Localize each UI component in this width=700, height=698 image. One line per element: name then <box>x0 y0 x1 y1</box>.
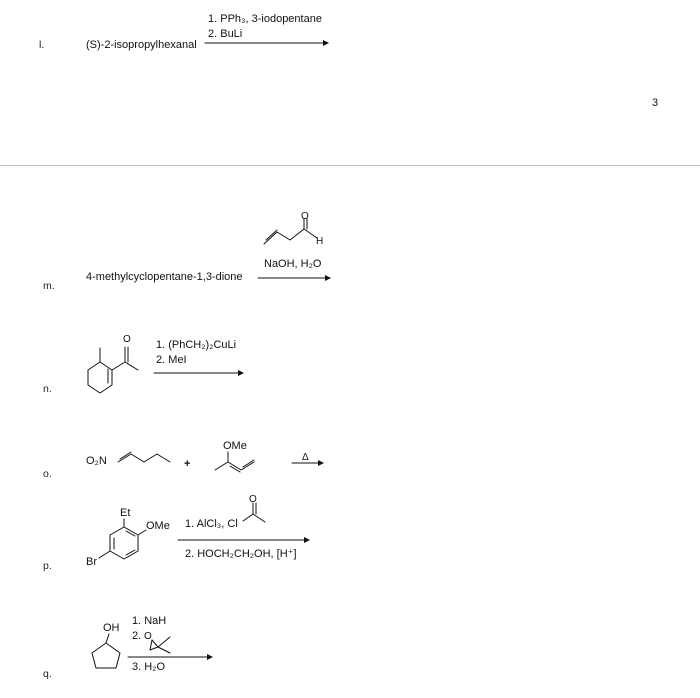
oh-label-q: OH <box>103 622 120 634</box>
ome-label-o: OMe <box>223 440 247 452</box>
reagent-step1-l: 1. PPh₃, 3-iodopentane <box>208 13 322 25</box>
cyclohexenyl-ketone-structure <box>88 347 138 393</box>
reagent-step1-n: 1. (PhCH₂)₂CuLi <box>156 339 237 351</box>
ome-label-p: OMe <box>146 520 170 532</box>
epoxide-o-q: O <box>144 631 152 642</box>
problem-label-q: q. <box>43 668 52 680</box>
problem-label-l: l. <box>39 39 45 51</box>
reagent-step2-n: 2. MeI <box>156 354 187 366</box>
nitro-label-o: O₂N <box>86 455 107 467</box>
conditions-m: NaOH, H₂O <box>264 258 322 270</box>
substrate-name-m: 4-methylcyclopentane-1,3-dione <box>86 271 243 283</box>
methoxy-diene-structure <box>215 452 254 472</box>
problem-label-n: n. <box>43 383 52 395</box>
crotonaldehyde-structure <box>264 219 317 244</box>
reagent-step2-l: 2. BuLi <box>208 28 243 40</box>
cyclopentanol-structure <box>92 634 120 668</box>
reagent-step2-p: 2. HOCH₂CH₂OH, [H⁺] <box>185 548 297 560</box>
reagent-step1-p: 1. AlCl₃, Cl <box>185 518 238 530</box>
reagent-step3-q: 3. H₂O <box>132 661 165 673</box>
nitroalkene-structure <box>118 452 170 462</box>
reagent-step1-q: 1. NaH <box>132 615 167 627</box>
reagent-o-m: O <box>301 211 309 222</box>
heat-symbol-o: Δ <box>302 452 309 463</box>
acyl-o-p: O <box>249 494 257 505</box>
problem-label-o: o. <box>43 468 52 480</box>
acetyl-chloride-structure <box>243 503 265 522</box>
et-label-p: Et <box>120 507 131 519</box>
epoxide-structure <box>150 637 170 653</box>
reagent-step2-q: 2. <box>132 630 142 642</box>
page-number: 3 <box>652 97 659 109</box>
problem-label-p: p. <box>43 560 52 572</box>
plus-sign-o: + <box>184 458 191 470</box>
reagent-h-m: H <box>316 236 324 247</box>
problem-label-m: m. <box>43 280 55 292</box>
bromo-arene-structure <box>99 519 146 559</box>
br-label-p: Br <box>86 556 97 568</box>
substrate-name-l: (S)-2-isopropylhexanal <box>86 39 197 51</box>
ketone-o-n: O <box>123 334 131 345</box>
